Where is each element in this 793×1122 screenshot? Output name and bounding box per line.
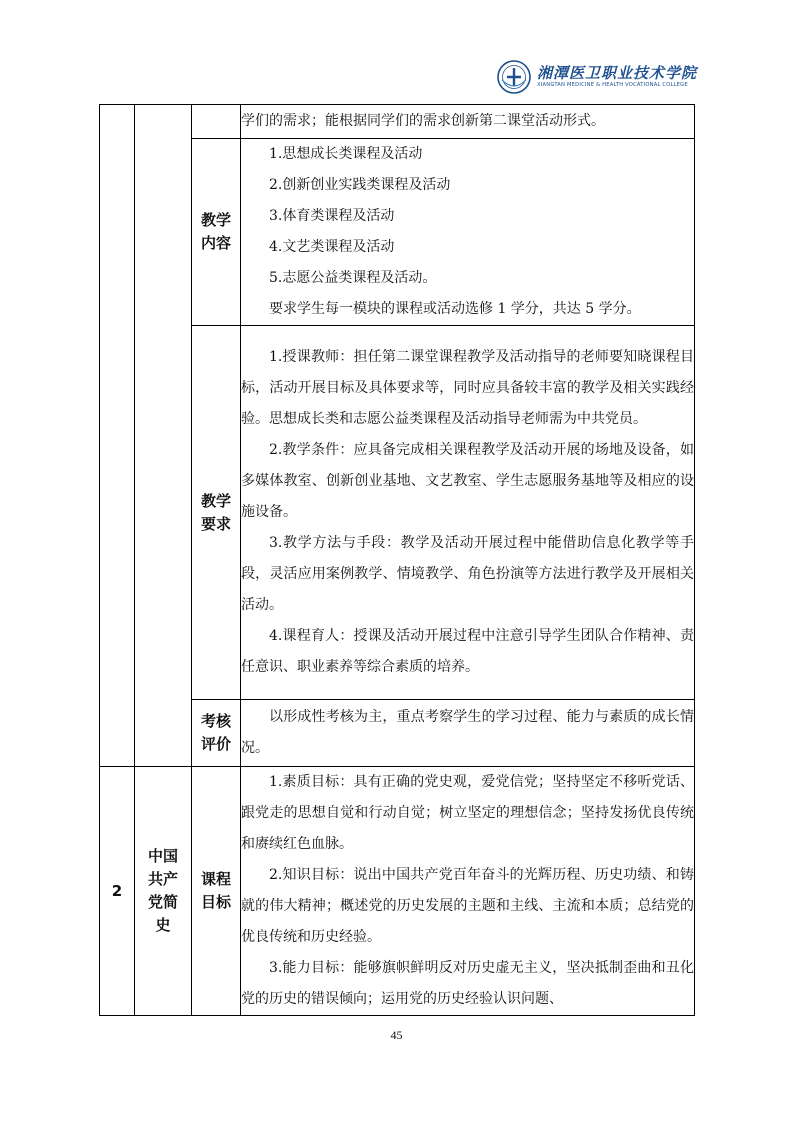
paragraph: 3.能力目标：能够旗帜鲜明反对历史虚无主义，坚决抵制歪曲和丑化党的历史的错误倾向；运用党的历史经验认识问题、 xyxy=(241,960,694,1007)
teaching-requirements-cell xyxy=(241,326,695,700)
course-objectives-cell xyxy=(241,767,695,1016)
course-name-cell xyxy=(135,105,192,767)
logo-english-name: XIANGTAN MEDICINE & HEALTH VOCATIONAL COLLEGE xyxy=(537,82,688,88)
teaching-content-cell xyxy=(241,139,695,326)
page-number: 45 xyxy=(390,1028,403,1042)
paragraph: 1.素质目标：具有正确的党史观，爱党信党；坚持坚定不移听党话、跟党走的思想自觉和行动自觉；树立坚定的理想信念；坚持发扬优良传统和赓续红色血脉。 xyxy=(241,774,694,852)
paragraph: 3.教学方法与手段：教学及活动开展过程中能借助信息化教学等手段，灵活应用案例教学、情境教学、角色扮演等方法进行教学及开展相关活动。 xyxy=(241,535,694,613)
list-item: 2.创新创业实践类课程及活动 xyxy=(269,177,451,193)
course-objectives-label: 课程 目标 xyxy=(192,767,241,1016)
paragraph: 2.教学条件：应具备完成相关课程教学及活动开展的场地及设备，如多媒体教室、创新创业基地、文艺教室、学生志愿服务基地等及相应的设施设备。 xyxy=(241,442,694,520)
paragraph: 1.授课教师：担任第二课堂课程教学及活动指导的老师要知晓课程目标，活动开展目标及具体要求等，同时应具备较丰富的教学及相关实践经验。思想成长类和志愿公益类课程及活动指导老师需为中共党员。 xyxy=(241,349,694,427)
curriculum-table xyxy=(99,104,695,1016)
list-item: 3.体育类课程及活动 xyxy=(269,208,395,224)
paragraph: 4.课程育人：授课及活动开展过程中注意引导学生团队合作精神、责任意识、职业素养等综合素质的培养。 xyxy=(241,628,694,675)
teaching-requirements-label: 教学 要求 xyxy=(192,326,241,700)
needs-text: 学们的需求；能根据同学们的需求创新第二课堂活动形式。 xyxy=(241,113,605,129)
college-seal-icon xyxy=(497,60,531,94)
table-row xyxy=(100,105,695,139)
teaching-content-label: 教学 内容 xyxy=(192,139,241,326)
course-name: 中国共产党简史 xyxy=(135,767,192,1016)
logo-chinese-name: 湘潭医卫职业技术学院 xyxy=(537,64,698,82)
college-logo xyxy=(497,60,698,96)
table-row xyxy=(100,767,695,1016)
assessment-text: 以形成性考核为主，重点考察学生的学习过程、能力与素质的成长情况。 xyxy=(241,709,694,756)
list-item: 1.思想成长类课程及活动 xyxy=(269,146,423,162)
list-item: 5.志愿公益类课程及活动。 xyxy=(269,270,437,286)
number-cell xyxy=(100,105,135,767)
subsection-label-cell xyxy=(192,105,241,139)
assessment-label: 考核 评价 xyxy=(192,700,241,767)
needs-text-cell xyxy=(241,105,695,139)
assessment-cell xyxy=(241,700,695,767)
course-number: 2 xyxy=(100,767,135,1016)
list-item: 要求学生每一模块的课程或活动选修 1 学分，共达 5 学分。 xyxy=(269,301,641,317)
list-item: 4.文艺类课程及活动 xyxy=(269,239,395,255)
paragraph: 2.知识目标：说出中国共产党百年奋斗的光辉历程、历史功绩、和铸就的伟大精神；概述党的历史发展的主题和主线、主流和本质；总结党的优良传统和历史经验。 xyxy=(241,867,694,945)
